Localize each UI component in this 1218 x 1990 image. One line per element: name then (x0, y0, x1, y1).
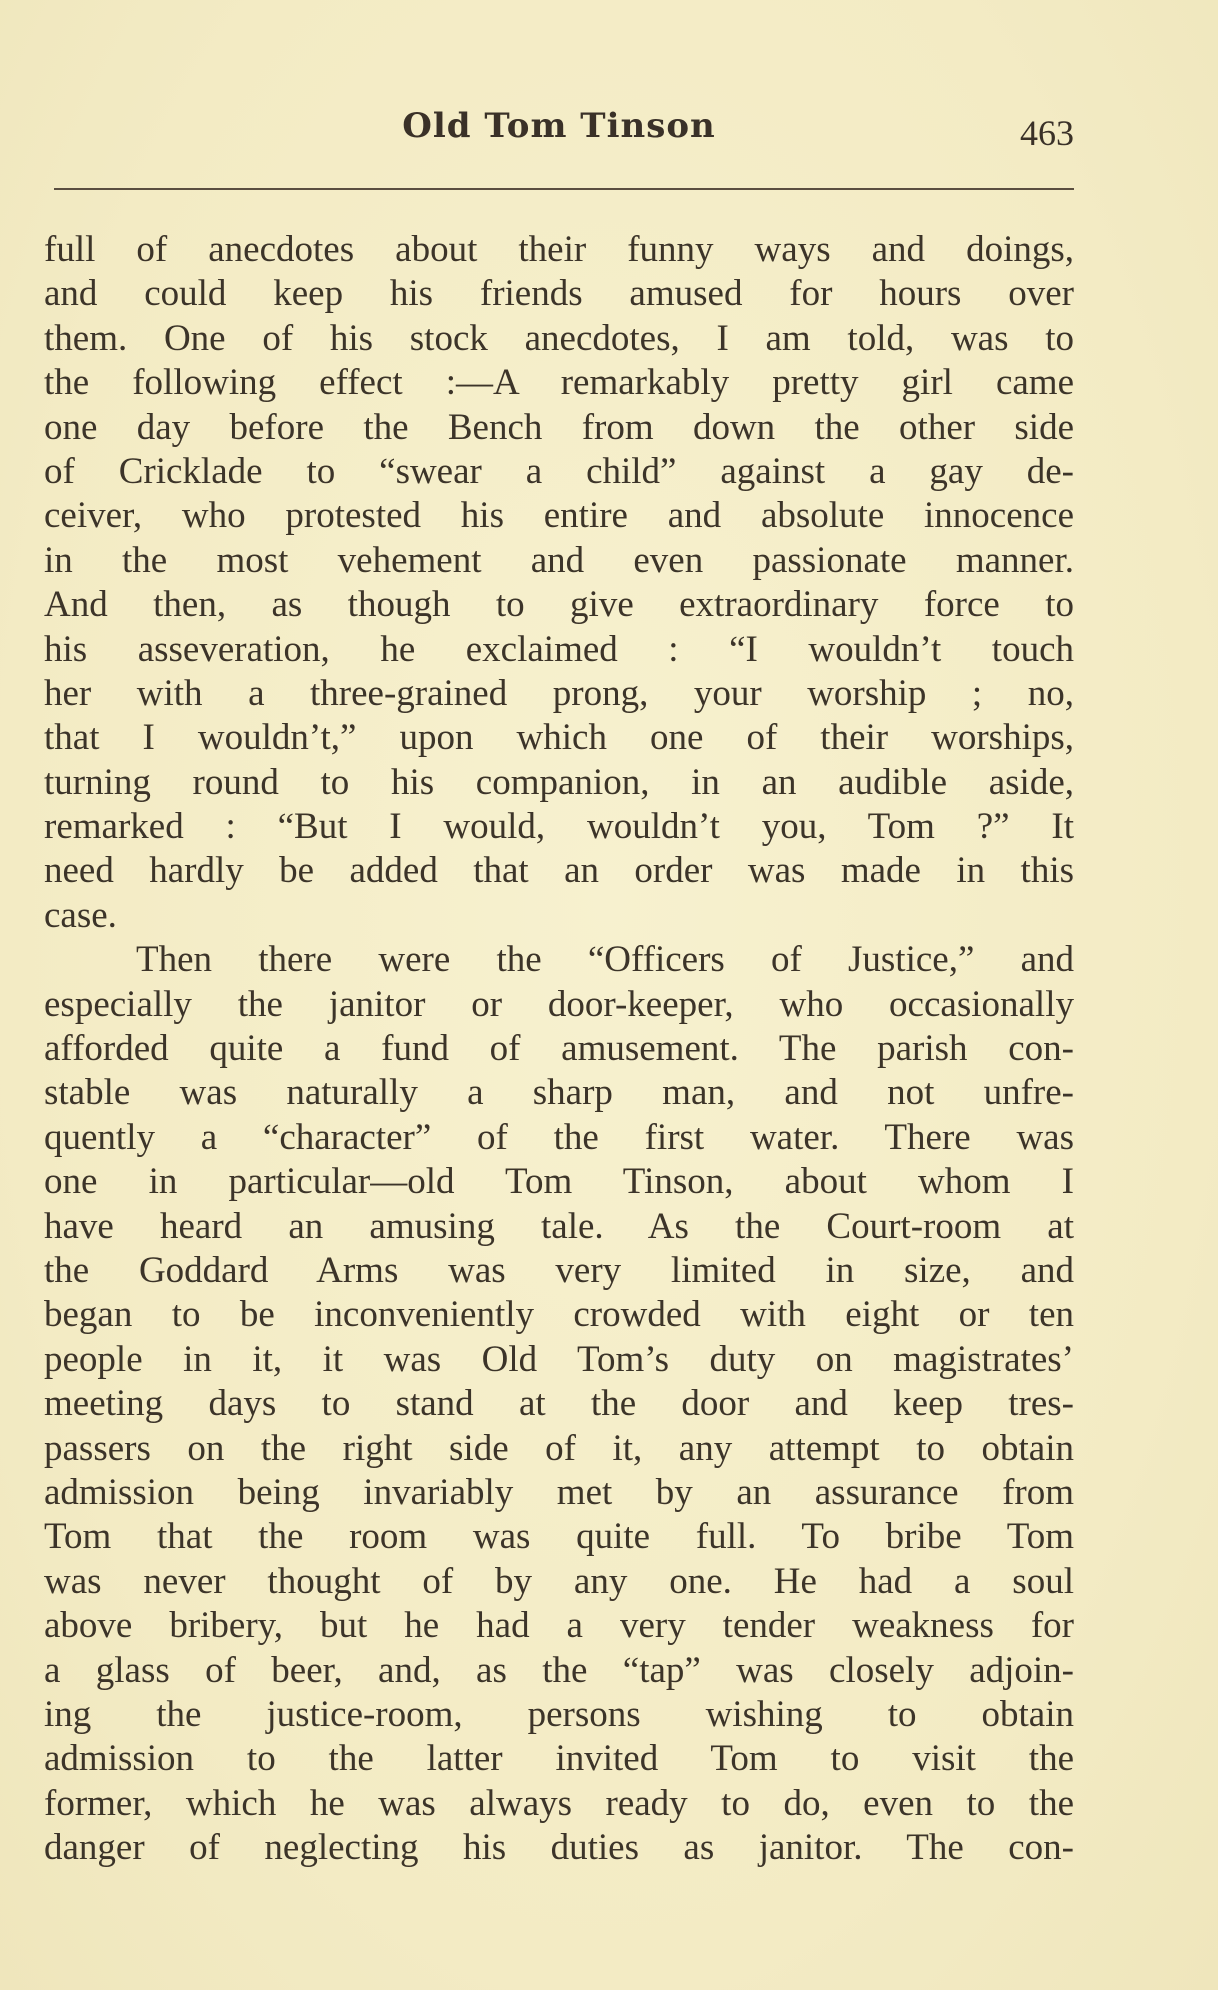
text-line: her with a three-grained prong, your worship ; no, (44, 672, 1074, 714)
running-head (44, 106, 1074, 166)
text-line: afforded quite a fund of amusement. The parish con- (44, 1028, 1074, 1070)
text-line: especially the janitor or door-keeper, who occasionally (44, 983, 1074, 1025)
text-line: case. (44, 894, 117, 936)
text-line: of Cricklade to “swear a child” against a gay de- (44, 450, 1074, 492)
text-line: danger of neglecting his duties as janitor. The con- (44, 1827, 1074, 1869)
text-line: remarked : “But I would, wouldn’t you, Tom ?” It (44, 806, 1074, 848)
header-rule (54, 188, 1074, 190)
text-line: turning round to his companion, in an audible aside, (44, 761, 1074, 803)
text-line: quently a “character” of the first water. There was (44, 1116, 1074, 1158)
text-line: have heard an amusing tale. As the Court-room at (44, 1205, 1074, 1247)
text-line: Tom that the room was quite full. To bribe Tom (44, 1516, 1074, 1558)
page-number: 463 (1020, 113, 1074, 153)
text-line: ceiver, who protested his entire and absolute innocence (44, 495, 1074, 537)
text-line: Then there were the “Officers of Justice,” and (136, 939, 1074, 981)
body-text (44, 228, 1074, 1870)
text-line: began to be inconveniently crowded with eight or ten (44, 1294, 1074, 1336)
text-line: need hardly be added that an order was made in this (44, 850, 1074, 892)
text-line: was never thought of by any one. He had a soul (44, 1560, 1074, 1602)
paragraph (44, 228, 1074, 938)
text-line: admission being invariably met by an assurance from (44, 1471, 1074, 1513)
text-line: above bribery, but he had a very tender weakness for (44, 1605, 1074, 1647)
text-line: his asseveration, he exclaimed : “I wouldn’t touch (44, 628, 1074, 670)
text-line: former, which he was always ready to do, even to the (44, 1782, 1074, 1824)
text-line: one day before the Bench from down the other side (44, 406, 1074, 448)
text-line: and could keep his friends amused for hours over (44, 273, 1074, 315)
paragraph (44, 938, 1074, 1870)
text-line: in the most vehement and even passionate manner. (44, 539, 1074, 581)
text-line: admission to the latter invited Tom to visit the (44, 1738, 1074, 1780)
running-title: Old Tom Tinson (402, 106, 716, 146)
text-line: the Goddard Arms was very limited in size, and (44, 1249, 1074, 1291)
text-line: ing the justice-room, persons wishing to obtain (44, 1693, 1074, 1735)
text-line: meeting days to stand at the door and keep tres- (44, 1383, 1074, 1425)
text-line: the following effect :—A remarkably pretty girl came (44, 362, 1074, 404)
text-line: people in it, it was Old Tom’s duty on magistrates’ (44, 1338, 1074, 1380)
text-line: stable was naturally a sharp man, and not unfre- (44, 1072, 1074, 1114)
text-line: a glass of beer, and, as the “tap” was closely adjoin- (44, 1649, 1074, 1691)
text-line: one in particular—old Tom Tinson, about whom I (44, 1161, 1074, 1203)
text-line: And then, as though to give extraordinary force to (44, 584, 1074, 626)
text-line: passers on the right side of it, any attempt to obtain (44, 1427, 1074, 1469)
text-line: that I wouldn’t,” upon which one of their worships, (44, 717, 1074, 759)
text-line: full of anecdotes about their funny ways and doings, (44, 229, 1074, 270)
text-line: them. One of his stock anecdotes, I am told, was to (44, 317, 1074, 359)
